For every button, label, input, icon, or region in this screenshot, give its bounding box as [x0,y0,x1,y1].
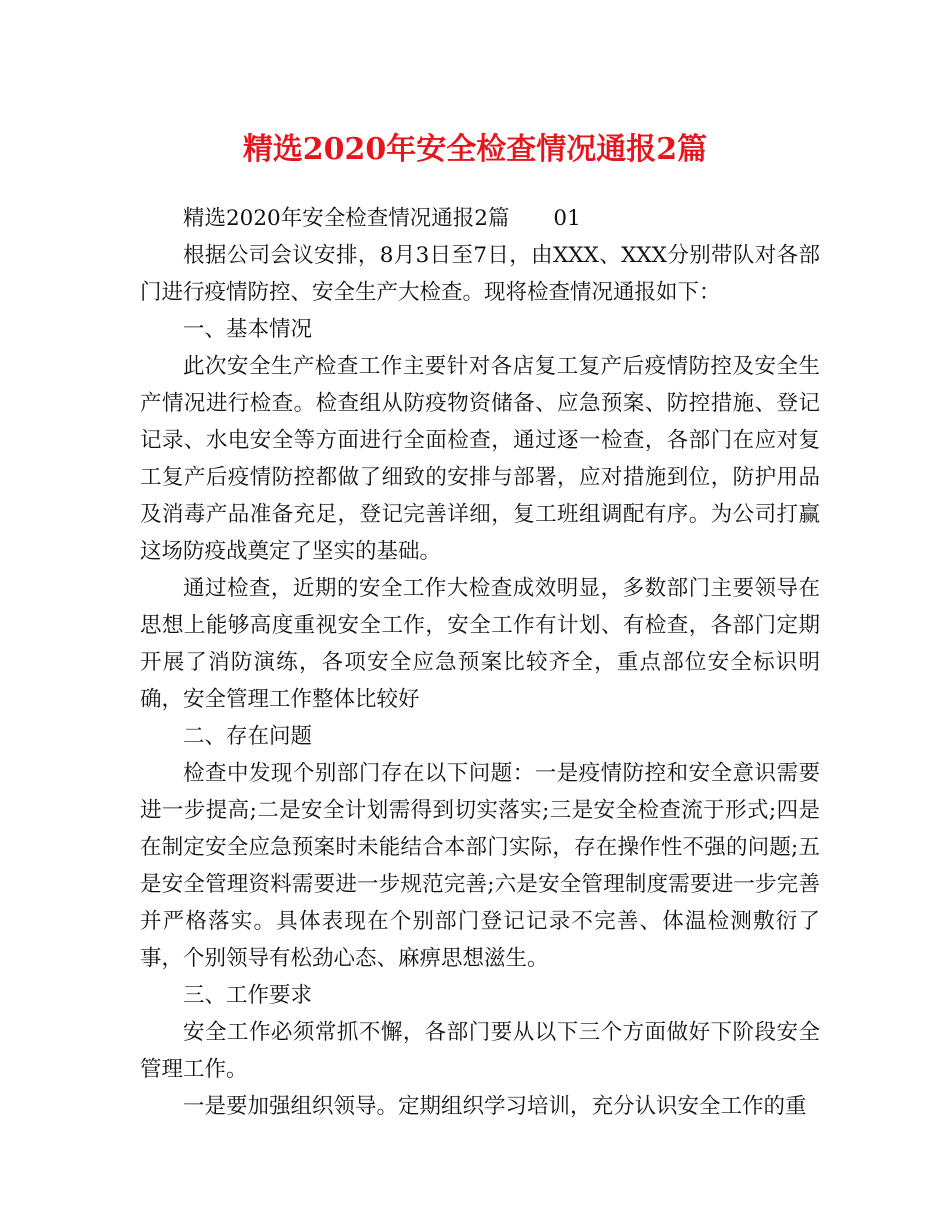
subtitle-label: 精选2020年安全检查情况通报2篇 [183,206,510,231]
subtitle-number: 01 [553,206,581,231]
section-heading-requirements: 三、工作要求 [183,983,313,1008]
document-title: 精选2020年安全检查情况通报2篇 [242,132,708,167]
paragraph-problems: 检查中发现个别部门存在以下问题：一是疫情防控和安全意识需要进一步提高;二是安全计划需得到切实落实;三是安全检查流于形式;四是在制定安全应急预案时未能结合本部门实际，存在操作性不强的问题;五是安全管理资料需要进一步规范完善;六是安全管理制度需要进一步完善并严格落实。具体表现在个别部门登记记录不完善、体温检测敷衍了事，个别领导有松劲心态、麻痹思想滋生。 [140,761,820,971]
section-heading-basic: 一、基本情况 [183,317,313,342]
paragraph-intro: 根据公司会议安排，8月3日至7日，由XXX、XXX分别带队对各部门进行疫情防控、安全生产大检查。现将检查情况通报如下： [140,243,820,305]
paragraph-requirements: 安全工作必须常抓不懈，各部门要从以下三个方面做好下阶段安全管理工作。 [140,1020,820,1082]
subtitle-line [140,200,820,237]
paragraph-basic-1: 此次安全生产检查工作主要针对各店复工复产后疫情防控及安全生产情况进行检查。检查组从防疫物资储备、应急预案、防控措施、登记记录、水电安全等方面进行全面检查，通过逐一检查，各部门在应对复工复产后疫情防控都做了细致的安排与部署，应对措施到位，防护用品及消毒产品准备充足，登记完善详细，复工班组调配有序。为公司打赢这场防疫战奠定了坚实的基础。 [140,354,820,564]
paragraph-requirement-1: 一是要加强组织领导。定期组织学习培训，充分认识安全工作的重 [183,1094,807,1119]
section-heading-problems: 二、存在问题 [183,724,313,749]
document-body [140,200,820,1125]
paragraph-basic-2: 通过检查，近期的安全工作大检查成效明显，多数部门主要领导在思想上能够高度重视安全工作，安全工作有计划、有检查，各部门定期开展了消防演练，各项安全应急预案比较齐全，重点部位安全标识明确，安全管理工作整体比较好 [140,576,820,712]
